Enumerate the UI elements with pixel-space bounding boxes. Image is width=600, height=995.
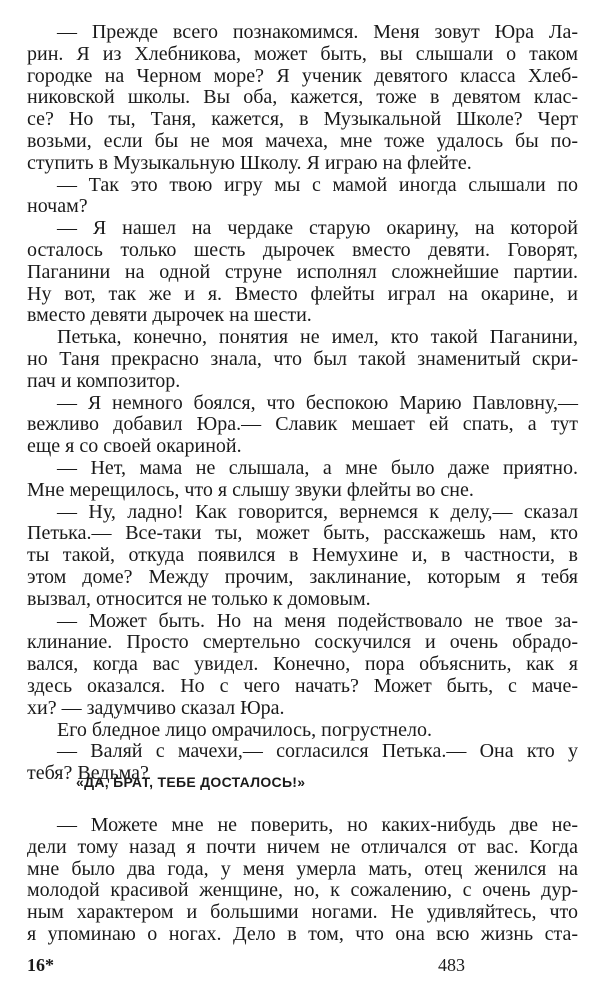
text-line: молодой красивой женщине, но, к сожалению, с очень дур- bbox=[27, 879, 578, 902]
text-line: — Можете мне не поверить, но каких-нибудь две не- bbox=[57, 814, 578, 836]
text-line: никовской школы. Вы оба, кажется, тоже в девятом клас- bbox=[27, 86, 578, 109]
text-line: — Я немного боялся, что беспокою Марию Павловну,— bbox=[57, 391, 578, 414]
paragraph bbox=[27, 502, 578, 611]
paragraph bbox=[27, 393, 578, 458]
text-line: — Ну, ладно! Как говорится, вернемся к делу,— сказал bbox=[57, 500, 578, 523]
paragraph bbox=[27, 458, 578, 502]
text-line: этом доме? Между прочим, заклинание, которым я тебя bbox=[27, 565, 578, 588]
page-number: 483 bbox=[438, 955, 465, 975]
text-line: я упоминаю о ногах. Дело в том, что она всю жизнь ста- bbox=[27, 922, 578, 945]
text-line: еще я со своей окариной. bbox=[27, 435, 242, 458]
text-line: Петька, конечно, понятия не имел, кто такой Паганини, bbox=[57, 326, 578, 349]
text-line: Петька.— Все-таки ты, может быть, расскажешь нам, кто bbox=[27, 522, 578, 545]
paragraph bbox=[27, 815, 578, 946]
text-line: Паганини на одной струне исполнял сложнейшие партии. bbox=[27, 260, 578, 283]
paragraph bbox=[27, 22, 578, 175]
text-line: тебя? Ведьма? bbox=[27, 762, 149, 785]
text-line: мне было два года, у меня умерла мать, отец женился на bbox=[27, 857, 578, 880]
text-line: ступить в Музыкальную Школу. Я играю на флейте. bbox=[27, 151, 472, 174]
body-text bbox=[27, 22, 578, 785]
text-line: Ну вот, так же и я. Вместо флейты играл на окарине, и bbox=[27, 282, 578, 305]
text-line: дели тому назад я почти ничем не отличался от вас. Когда bbox=[27, 835, 578, 858]
text-line: — Так это твою игру мы с мамой иногда слышали по bbox=[57, 173, 578, 196]
text-line: возьми, если бы не моя мачеха, мне тоже удалось бы по- bbox=[27, 129, 578, 152]
text-line: вежливо добавил Юра.— Славик мешает ей спать, а тут bbox=[27, 413, 578, 436]
text-line: хи? — задумчиво сказал Юра. bbox=[27, 696, 285, 719]
chapter-heading: «ДА, БРАТ, ТЕБЕ ДОСТАЛОСЬ!» bbox=[76, 774, 306, 790]
text-line: городке на Черном море? Я ученик девятого класса Хлеб- bbox=[27, 64, 578, 87]
text-line: вместо девяти дырочек на шести. bbox=[27, 304, 312, 327]
paragraph bbox=[27, 175, 578, 219]
text-line: вался, когда вас увидел. Конечно, пора объяснить, как я bbox=[27, 653, 578, 676]
text-line: клинание. Просто смертельно соскучился и очень обрадо- bbox=[27, 631, 578, 654]
paragraph bbox=[27, 218, 578, 327]
text-line: здесь оказался. Но с чего начать? Может быть, с маче- bbox=[27, 674, 578, 697]
text-line: — Может быть. Но на меня подействовало не твое за- bbox=[57, 609, 578, 632]
signature-mark: 16* bbox=[27, 955, 54, 975]
text-line: — Валяй с мачехи,— согласился Петька.— Она кто у bbox=[57, 740, 578, 763]
text-line: пач и композитор. bbox=[27, 369, 181, 392]
text-line: вызвал, относится не только к домовым. bbox=[27, 587, 371, 610]
paragraph bbox=[27, 720, 578, 742]
paragraph bbox=[27, 611, 578, 720]
text-line: ты такой, откуда появился в Немухине и, в частности, в bbox=[27, 544, 578, 567]
text-line: рин. Я из Хлебникова, может быть, вы слышали о таком bbox=[27, 42, 578, 65]
text-line: осталось только шесть дырочек вместо девяти. Говорят, bbox=[27, 238, 578, 261]
text-line: Его бледное лицо омрачилось, погрустнело. bbox=[57, 718, 432, 741]
text-line: се? Но ты, Таня, кажется, в Музыкальной Школе? Черт bbox=[27, 108, 578, 131]
text-line: — Прежде всего познакомимся. Меня зовут Юра Ла- bbox=[57, 21, 578, 43]
text-line: ным характером и большими ногами. Не удивляйтесь, что bbox=[27, 901, 578, 924]
text-line: Мне мерещилось, что я слышу звуки флейты во сне. bbox=[27, 478, 474, 501]
text-line: — Нет, мама не слышала, а мне было даже приятно. bbox=[57, 456, 578, 479]
text-line: ночам? bbox=[27, 195, 88, 218]
chapter-text bbox=[27, 815, 578, 946]
text-line: но Таня прекрасно знала, что был такой знаменитый скри- bbox=[27, 347, 578, 370]
text-line: — Я нашел на чердаке старую окарину, на которой bbox=[57, 217, 578, 240]
paragraph bbox=[27, 327, 578, 392]
